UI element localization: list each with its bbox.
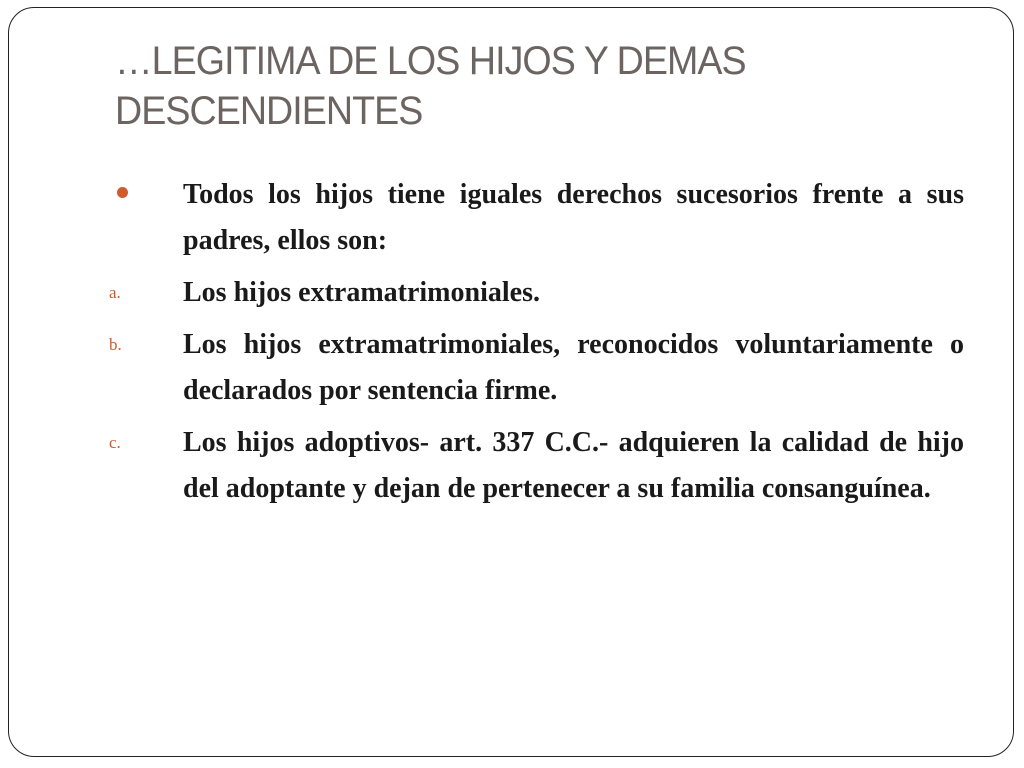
bullet-item-text: Todos los hijos tiene iguales derechos sucesorios frente a sus padres, ellos son: xyxy=(183,179,964,256)
list-item-c xyxy=(9,420,1014,512)
list-item-b xyxy=(9,322,1014,414)
list-item-a-text: Los hijos extramatrimoniales. xyxy=(183,277,540,308)
list-marker-a: a. xyxy=(109,283,121,302)
slide-content xyxy=(9,172,1014,518)
bullet-dot-icon xyxy=(117,187,128,198)
list-item-a xyxy=(9,270,1014,316)
slide-frame xyxy=(8,7,1014,757)
list-item-c-text: Los hijos adoptivos- art. 337 C.C.- adquieren la calidad de hijo del adoptante y dejan de pertenecer a su familia consanguínea. xyxy=(183,427,964,504)
bullet-item xyxy=(9,172,1014,264)
list-item-b-text: Los hijos extramatrimoniales, reconocidos voluntariamente o declarados por sentencia firme. xyxy=(183,329,964,406)
slide-title: …LEGITIMA DE LOS HIJOS Y DEMAS DESCENDIENTES xyxy=(115,39,746,133)
list-marker-b: b. xyxy=(109,335,122,354)
list-marker-c: c. xyxy=(109,433,121,452)
